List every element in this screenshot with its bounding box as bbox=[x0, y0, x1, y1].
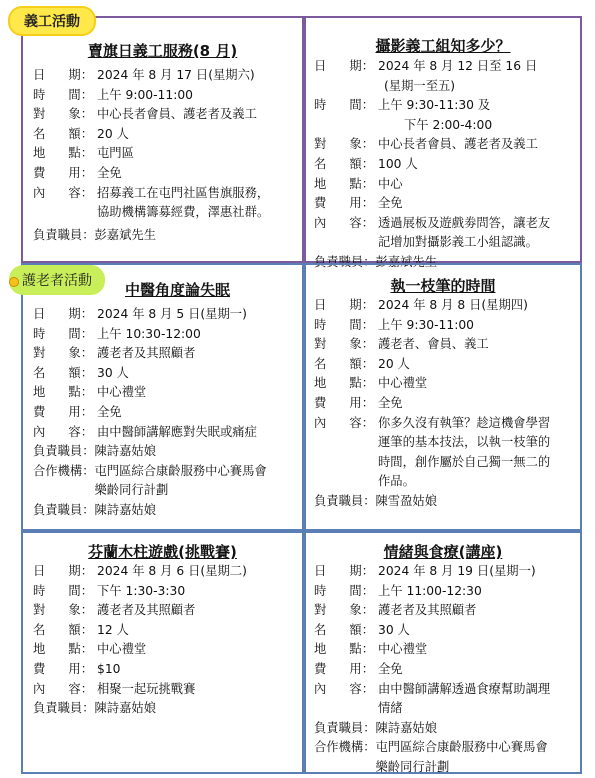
field-label-part: 時 bbox=[33, 583, 46, 598]
card-title: 賣旗日義工服務(8 月) bbox=[87, 42, 238, 60]
field-label-part: 對 bbox=[314, 603, 327, 618]
detail-row bbox=[33, 125, 269, 145]
field-label-part: 費 bbox=[33, 404, 46, 419]
field-label-part: 對 bbox=[314, 337, 327, 352]
field-label bbox=[33, 105, 97, 125]
detail-row bbox=[33, 66, 269, 86]
detail-row bbox=[33, 144, 269, 164]
value-line: 時間，創作屬於自己獨一無二的 bbox=[378, 454, 551, 469]
detail-row bbox=[314, 194, 550, 214]
field-label bbox=[33, 305, 97, 325]
detail-row bbox=[314, 640, 550, 660]
partner-value bbox=[95, 462, 267, 501]
field-label-part: 內 bbox=[33, 424, 46, 439]
value-line: 屯門區綜合康齡服務中心賽馬會 bbox=[375, 740, 548, 755]
staff-value: 陳詩嘉姑娘 bbox=[94, 444, 156, 459]
field-label-part: 容： bbox=[349, 681, 374, 696]
staff-label: 負責職員： bbox=[33, 227, 95, 242]
value-line: 招募義工在屯門社區售旗服務， bbox=[97, 185, 270, 200]
staff-label: 負責職員： bbox=[33, 701, 95, 716]
field-label bbox=[33, 680, 97, 700]
staff-value: 彭嘉斌先生 bbox=[375, 254, 437, 269]
field-label bbox=[314, 582, 378, 602]
detail-row bbox=[314, 601, 550, 621]
field-label bbox=[33, 621, 97, 641]
field-label-part: 用： bbox=[68, 165, 93, 180]
content-value bbox=[378, 414, 550, 492]
card-emotion-diet bbox=[304, 531, 582, 774]
date-value: 2024 年 8 月 19 日(星期一) bbox=[378, 564, 536, 578]
detail-row bbox=[33, 105, 269, 125]
field-label bbox=[33, 364, 97, 384]
field-label-part: 間： bbox=[349, 317, 374, 332]
place-value: 屯門區 bbox=[97, 146, 134, 161]
field-label-part: 用： bbox=[68, 404, 93, 419]
field-label-part: 日 bbox=[314, 59, 327, 73]
staff-value: 陳詩嘉姑娘 bbox=[94, 701, 156, 716]
field-label bbox=[314, 57, 378, 96]
field-label bbox=[314, 316, 378, 336]
detail-row bbox=[33, 680, 247, 700]
detail-row bbox=[314, 374, 550, 394]
detail-row bbox=[314, 738, 550, 777]
detail-row bbox=[33, 582, 247, 602]
field-label-part: 名 bbox=[33, 365, 46, 380]
field-label-part: 費 bbox=[314, 395, 327, 410]
value-line: (星期一至五) bbox=[384, 78, 456, 93]
place-value: 中心禮堂 bbox=[97, 642, 147, 657]
card-title: 芬蘭木柱遊戲(挑戰賽) bbox=[88, 543, 237, 561]
staff-label: 負責職員： bbox=[314, 493, 376, 508]
field-label bbox=[314, 621, 378, 641]
field-label-part: 日 bbox=[314, 298, 327, 312]
field-label-part: 時 bbox=[314, 317, 327, 332]
field-label bbox=[33, 423, 97, 443]
field-label-part: 點： bbox=[349, 176, 374, 191]
detail-row bbox=[33, 601, 247, 621]
field-label bbox=[314, 214, 378, 253]
field-label-part: 點： bbox=[349, 376, 374, 391]
detail-row bbox=[33, 226, 269, 246]
value-line: 運筆的基本技法，以執一枝筆的 bbox=[378, 435, 551, 450]
field-label-part: 用： bbox=[349, 395, 374, 410]
time-value: 上午 10:30-12:00 bbox=[97, 326, 201, 341]
field-label-part: 額： bbox=[349, 156, 374, 171]
field-label bbox=[33, 562, 97, 582]
field-label-part: 額： bbox=[349, 622, 374, 637]
field-label-part: 象： bbox=[349, 337, 374, 352]
detail-row bbox=[314, 562, 550, 582]
field-label bbox=[314, 394, 378, 414]
detail-row bbox=[33, 364, 267, 384]
field-label-part: 費 bbox=[314, 661, 327, 676]
field-label-part: 點： bbox=[68, 642, 93, 657]
field-label-part: 間： bbox=[68, 87, 93, 102]
card-details bbox=[33, 562, 247, 719]
field-label-part: 內 bbox=[33, 681, 46, 696]
field-label-part: 間： bbox=[349, 583, 374, 598]
field-label-part: 期： bbox=[349, 564, 374, 578]
field-label bbox=[33, 325, 97, 345]
value-line: 屯門區綜合康齡服務中心賽馬會 bbox=[94, 463, 267, 478]
value-line: 由中醫師講解透過食療幫助調理 bbox=[378, 681, 551, 696]
field-label-part: 容： bbox=[349, 215, 374, 230]
field-label-part: 內 bbox=[314, 681, 327, 696]
field-label-part: 費 bbox=[33, 661, 46, 676]
field-label bbox=[33, 144, 97, 164]
date-value: 2024 年 8 月 8 日(星期四) bbox=[378, 298, 528, 312]
field-label-part: 名 bbox=[314, 156, 327, 171]
card-title: 攝影義工組知多少？ bbox=[375, 37, 511, 55]
content-value bbox=[378, 680, 550, 719]
detail-row bbox=[314, 660, 550, 680]
field-label-part: 內 bbox=[314, 215, 327, 230]
detail-row bbox=[314, 96, 550, 135]
detail-row bbox=[33, 621, 247, 641]
field-label bbox=[314, 335, 378, 355]
detail-row bbox=[314, 582, 550, 602]
field-label-part: 地 bbox=[33, 385, 46, 400]
field-label bbox=[314, 414, 378, 492]
field-label-part: 間： bbox=[349, 98, 374, 113]
target-value: 中心長者會員、護老者及義工 bbox=[97, 107, 257, 122]
field-label-part: 費 bbox=[33, 165, 46, 180]
detail-row bbox=[33, 184, 269, 223]
time-value: 上午 9:00-11:00 bbox=[97, 87, 193, 102]
detail-row bbox=[314, 355, 550, 375]
field-label bbox=[33, 66, 97, 86]
staff-label: 負責職員： bbox=[314, 254, 376, 269]
field-label-part: 點： bbox=[349, 642, 374, 657]
detail-row bbox=[314, 335, 550, 355]
fee-value: 全免 bbox=[378, 661, 403, 676]
detail-row bbox=[33, 640, 247, 660]
detail-row bbox=[314, 175, 550, 195]
value-line: 樂齡同行計劃 bbox=[94, 483, 169, 498]
field-label bbox=[33, 164, 97, 184]
field-label-part: 內 bbox=[314, 415, 327, 430]
detail-row bbox=[33, 344, 267, 364]
field-label-part: 內 bbox=[33, 185, 46, 200]
value-line: 情緒 bbox=[378, 701, 403, 716]
field-label bbox=[314, 135, 378, 155]
field-label-part: 時 bbox=[33, 326, 46, 341]
field-label-part: 容： bbox=[68, 681, 93, 696]
field-label-part: 象： bbox=[68, 346, 93, 361]
field-label bbox=[33, 601, 97, 621]
card-title: 中醫角度論失眠 bbox=[124, 281, 230, 299]
target-value: 護老者、會員、義工 bbox=[378, 337, 489, 352]
staff-value: 陳詩嘉姑娘 bbox=[94, 502, 156, 517]
detail-row bbox=[33, 305, 267, 325]
quota-value: 100 人 bbox=[378, 156, 418, 171]
staff-value: 彭嘉斌先生 bbox=[94, 227, 156, 242]
field-label-part: 名 bbox=[314, 622, 327, 637]
volunteer-activity-badge: 義工活動 bbox=[8, 6, 96, 36]
staff-label: 負責職員： bbox=[33, 444, 95, 459]
field-label bbox=[314, 296, 378, 316]
field-label-part: 地 bbox=[314, 176, 327, 191]
card-details bbox=[314, 57, 550, 273]
field-label bbox=[314, 374, 378, 394]
detail-row bbox=[314, 155, 550, 175]
content-value: 相聚一起玩挑戰賽 bbox=[97, 681, 196, 696]
target-value: 護老者及其照顧者 bbox=[378, 603, 477, 618]
field-label-part: 期： bbox=[349, 298, 374, 312]
field-label-part: 期： bbox=[68, 564, 93, 578]
field-label-part: 名 bbox=[33, 622, 46, 637]
card-title: 情緒與食療(講座) bbox=[383, 543, 503, 561]
card-details bbox=[314, 562, 550, 778]
field-label bbox=[314, 96, 378, 135]
field-label-part: 額： bbox=[68, 365, 93, 380]
detail-row bbox=[314, 135, 550, 155]
card-details bbox=[33, 66, 269, 245]
detail-row bbox=[314, 296, 550, 316]
field-label-part: 間： bbox=[68, 326, 93, 341]
detail-row bbox=[33, 660, 247, 680]
detail-row bbox=[33, 423, 267, 443]
field-label bbox=[314, 194, 378, 214]
fee-value: 全免 bbox=[97, 165, 122, 180]
detail-row bbox=[314, 621, 550, 641]
field-label-part: 對 bbox=[314, 137, 327, 152]
detail-row bbox=[33, 164, 269, 184]
field-label-part: 用： bbox=[68, 661, 93, 676]
staff-label: 負責職員： bbox=[33, 502, 95, 517]
field-label-part: 名 bbox=[33, 126, 46, 141]
field-label-part: 間： bbox=[68, 583, 93, 598]
card-details bbox=[33, 305, 267, 521]
detail-row bbox=[314, 394, 550, 414]
field-label-part: 時 bbox=[314, 583, 327, 598]
place-value: 中心禮堂 bbox=[378, 376, 428, 391]
detail-row bbox=[33, 325, 267, 345]
field-label bbox=[33, 640, 97, 660]
field-label-part: 額： bbox=[68, 622, 93, 637]
carer-activity-badge: 護老者活動 bbox=[9, 265, 105, 295]
field-label-part: 費 bbox=[314, 196, 327, 211]
quota-value: 30 人 bbox=[378, 622, 410, 637]
field-label bbox=[33, 86, 97, 106]
card-details bbox=[314, 296, 550, 512]
field-label-part: 容： bbox=[349, 415, 374, 430]
fee-value: 全免 bbox=[97, 404, 122, 419]
detail-row bbox=[33, 562, 247, 582]
detail-row bbox=[314, 414, 550, 492]
field-label bbox=[33, 383, 97, 403]
field-label-part: 期： bbox=[349, 59, 374, 73]
quota-value: 12 人 bbox=[97, 622, 129, 637]
field-label bbox=[314, 562, 378, 582]
bullet-dot-icon bbox=[9, 277, 19, 287]
detail-row bbox=[33, 86, 269, 106]
date-value: 2024 年 8 月 6 日(星期二) bbox=[97, 564, 247, 578]
field-label bbox=[314, 175, 378, 195]
card-insomnia bbox=[21, 263, 304, 531]
card-flag-day bbox=[21, 16, 304, 263]
field-label-part: 點： bbox=[68, 385, 93, 400]
target-value: 護老者及其照顧者 bbox=[97, 346, 196, 361]
field-label-part: 日 bbox=[33, 564, 46, 578]
value-line: 2024 年 8 月 12 日至 16 日 bbox=[378, 59, 538, 73]
field-label-part: 對 bbox=[33, 346, 46, 361]
detail-row bbox=[314, 680, 550, 719]
field-label bbox=[33, 184, 97, 223]
partner-label: 合作機構： bbox=[314, 740, 376, 755]
value-line: 協助機構籌募經費，澤惠社群。 bbox=[97, 205, 270, 220]
time-value: 下午 1:30-3:30 bbox=[97, 583, 186, 598]
field-label bbox=[314, 640, 378, 660]
field-label-part: 日 bbox=[33, 68, 46, 82]
field-label-part: 名 bbox=[314, 356, 327, 371]
field-label-part: 對 bbox=[33, 107, 46, 122]
field-label-part: 期： bbox=[68, 68, 93, 82]
field-label-part: 對 bbox=[33, 603, 46, 618]
field-label-part: 時 bbox=[33, 87, 46, 102]
field-label bbox=[314, 680, 378, 719]
field-label-part: 期： bbox=[68, 307, 93, 321]
field-label-part: 象： bbox=[349, 603, 374, 618]
field-label-part: 象： bbox=[349, 137, 374, 152]
value-line: 下午 2:00-4:00 bbox=[404, 117, 493, 132]
card-title: 執一枝筆的時間 bbox=[390, 277, 496, 295]
detail-row bbox=[33, 699, 247, 719]
quota-value: 20 人 bbox=[97, 126, 129, 141]
field-label bbox=[33, 582, 97, 602]
value-line: 你多久沒有執筆？趁這機會學習 bbox=[378, 415, 551, 430]
detail-row bbox=[33, 462, 267, 501]
detail-row bbox=[314, 57, 550, 96]
field-label bbox=[314, 155, 378, 175]
value-line: 上午 9:30-11:30 及 bbox=[378, 98, 491, 113]
detail-row bbox=[33, 403, 267, 423]
field-label-part: 容： bbox=[68, 424, 93, 439]
detail-row bbox=[314, 214, 550, 253]
detail-row bbox=[314, 719, 550, 739]
field-label-part: 用： bbox=[349, 661, 374, 676]
fee-value: 全免 bbox=[378, 395, 403, 410]
field-label-part: 地 bbox=[33, 146, 46, 161]
target-value: 護老者及其照顧者 bbox=[97, 603, 196, 618]
place-value: 中心 bbox=[378, 176, 403, 191]
card-writing bbox=[304, 263, 582, 531]
time-value: 上午 11:00-12:30 bbox=[378, 583, 482, 598]
field-label-part: 象： bbox=[68, 603, 93, 618]
detail-row bbox=[33, 383, 267, 403]
date-value bbox=[378, 57, 537, 96]
field-label-part: 時 bbox=[314, 98, 327, 113]
detail-row bbox=[33, 442, 267, 462]
partner-label: 合作機構： bbox=[33, 463, 95, 478]
field-label-part: 象： bbox=[68, 107, 93, 122]
card-molkky bbox=[21, 531, 304, 774]
target-value: 中心長者會員、護老者及義工 bbox=[378, 137, 538, 152]
place-value: 中心禮堂 bbox=[97, 385, 147, 400]
field-label-part: 用： bbox=[349, 196, 374, 211]
field-label-part: 日 bbox=[33, 307, 46, 321]
date-value: 2024 年 8 月 17 日(星期六) bbox=[97, 68, 255, 82]
field-label-part: 地 bbox=[33, 642, 46, 657]
field-label bbox=[314, 660, 378, 680]
content-value bbox=[97, 184, 269, 223]
fee-value: 全免 bbox=[378, 196, 403, 211]
field-label-part: 地 bbox=[314, 642, 327, 657]
value-line: 記增加對攝影義工小組認識。 bbox=[378, 235, 538, 250]
time-value: 上午 9:30-11:00 bbox=[378, 317, 474, 332]
detail-row bbox=[33, 501, 267, 521]
card-photography bbox=[304, 16, 582, 269]
time-value bbox=[378, 96, 492, 135]
field-label bbox=[314, 355, 378, 375]
staff-value: 陳詩嘉姑娘 bbox=[375, 720, 437, 735]
value-line: 作品。 bbox=[378, 474, 415, 489]
value-line: 透過展板及遊戲劵問答，讓老友 bbox=[378, 215, 551, 230]
quota-value: 20 人 bbox=[378, 356, 410, 371]
field-label bbox=[33, 403, 97, 423]
detail-row bbox=[314, 316, 550, 336]
quota-value: 30 人 bbox=[97, 365, 129, 380]
field-label bbox=[314, 601, 378, 621]
field-label bbox=[33, 125, 97, 145]
detail-row bbox=[314, 492, 550, 512]
date-value: 2024 年 8 月 5 日(星期一) bbox=[97, 307, 247, 321]
field-label bbox=[33, 344, 97, 364]
content-value: 由中醫師講解應對失眠或痛症 bbox=[97, 424, 257, 439]
field-label-part: 點： bbox=[68, 146, 93, 161]
field-label-part: 日 bbox=[314, 564, 327, 578]
value-line: 樂齡同行計劃 bbox=[375, 759, 450, 774]
staff-label: 負責職員： bbox=[314, 720, 376, 735]
field-label-part: 額： bbox=[349, 356, 374, 371]
field-label-part: 額： bbox=[68, 126, 93, 141]
field-label-part: 容： bbox=[68, 185, 93, 200]
field-label-part: 地 bbox=[314, 376, 327, 391]
staff-value: 陳雪盈姑娘 bbox=[375, 493, 437, 508]
fee-value: $10 bbox=[97, 661, 121, 676]
field-label bbox=[33, 660, 97, 680]
partner-value bbox=[376, 738, 548, 777]
place-value: 中心禮堂 bbox=[378, 642, 428, 657]
content-value bbox=[378, 214, 550, 253]
